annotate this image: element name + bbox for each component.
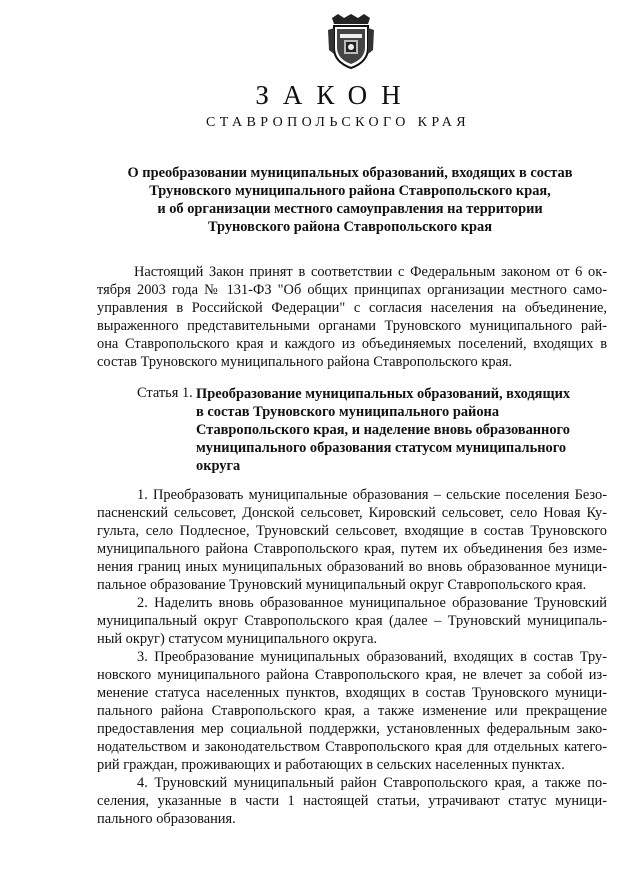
preamble-line: тября 2003 года № 131-ФЗ "Об общих принципах организации местного само- <box>97 282 607 298</box>
paragraph-line: предоставления мер социальной поддержки, установленных федеральным зако- <box>97 721 607 737</box>
paragraph-line: ный округ) статусом муниципального округа. <box>97 631 378 647</box>
article-heading-line: муниципального образования статусом муниципального <box>196 440 567 456</box>
document-title <box>110 164 590 236</box>
paragraph-line: рий граждан, проживающих и работающих в сельских населенных пунктах. <box>97 757 565 773</box>
document-title-line: Труновского муниципального района Ставропольского края, <box>149 183 551 199</box>
preamble-line: управления в Российской Федерации" с согласия населения на объединение, <box>97 300 607 316</box>
paragraph-line: гульта, село Подлесное, Труновский сельсовет, входящие в состав Труновского <box>97 523 607 539</box>
document-title-line: и об организации местного самоуправления на территории <box>157 201 543 217</box>
paragraph-line: пальное образование Труновский муниципальный округ Ставропольского края. <box>97 577 587 593</box>
paragraph-line: пасненский сельсовет, Донской сельсовет, Кировский сельсовет, село Новая Ку- <box>97 505 607 521</box>
paragraph-line: пального района Ставропольского края, а также изменение или прекращение <box>97 703 607 719</box>
article-heading-line: в состав Труновского муниципального района <box>196 404 500 420</box>
article-heading-line: Ставропольского края, и наделение вновь образованного <box>196 422 570 438</box>
article-label: Статья 1. <box>137 385 193 401</box>
document-title-line: О преобразовании муниципальных образований, входящих в состав <box>127 165 573 181</box>
paragraph-line: пального образования. <box>97 811 236 827</box>
paragraph-line: менение статуса населенных пунктов, входящих в состав Труновского муници- <box>97 685 607 701</box>
law-title: ЗАКОН <box>255 80 415 110</box>
paragraph-line: 1. Преобразовать муниципальные образования – сельские поселения Безо- <box>137 487 607 503</box>
paragraph-line: нодательством и законодательством Ставропольского края для отдельных катего- <box>97 739 607 755</box>
article-heading-line: округа <box>196 458 241 474</box>
stavropol-coat-of-arms-icon <box>326 14 376 70</box>
preamble-line: Настоящий Закон принят в соответствии с Федеральным законом от 6 ок- <box>134 264 607 280</box>
paragraph-line: муниципального района Ставропольского края, путем их объединения без изме- <box>97 541 607 557</box>
paragraph-line: нения границ иных муниципальных образований во вновь образованное муници- <box>97 559 607 575</box>
paragraph-line: 2. Наделить вновь образованное муниципальное образование Труновский <box>137 595 607 611</box>
paragraph-line: муниципальный округ Ставропольского края (далее – Труновский муниципаль- <box>97 613 607 629</box>
law-subtitle: СТАВРОПОЛЬСКОГО КРАЯ <box>206 115 470 130</box>
article-heading-line: Преобразование муниципальных образований, входящих <box>196 386 571 402</box>
preamble-line: она Ставропольского края и каждого из объединяемых поселений, входящих в <box>97 336 607 352</box>
paragraph-line: 3. Преобразование муниципальных образований, входящих в состав Тру- <box>137 649 607 665</box>
document-title-line: Труновского района Ставропольского края <box>207 219 493 235</box>
paragraph-line: селения, указанные в части 1 настоящей статьи, утрачивают статус муници- <box>97 793 607 809</box>
paragraph-line: 4. Труновский муниципальный район Ставропольского края, а также по- <box>137 775 607 791</box>
preamble-line: выраженного представительными органами Труновского муниципального рай- <box>97 318 607 334</box>
paragraph-line: новского муниципального района Ставропольского края, не влечет за собой из- <box>97 667 607 683</box>
preamble-line: состав Труновского муниципального района Ставропольского края. <box>97 354 513 370</box>
